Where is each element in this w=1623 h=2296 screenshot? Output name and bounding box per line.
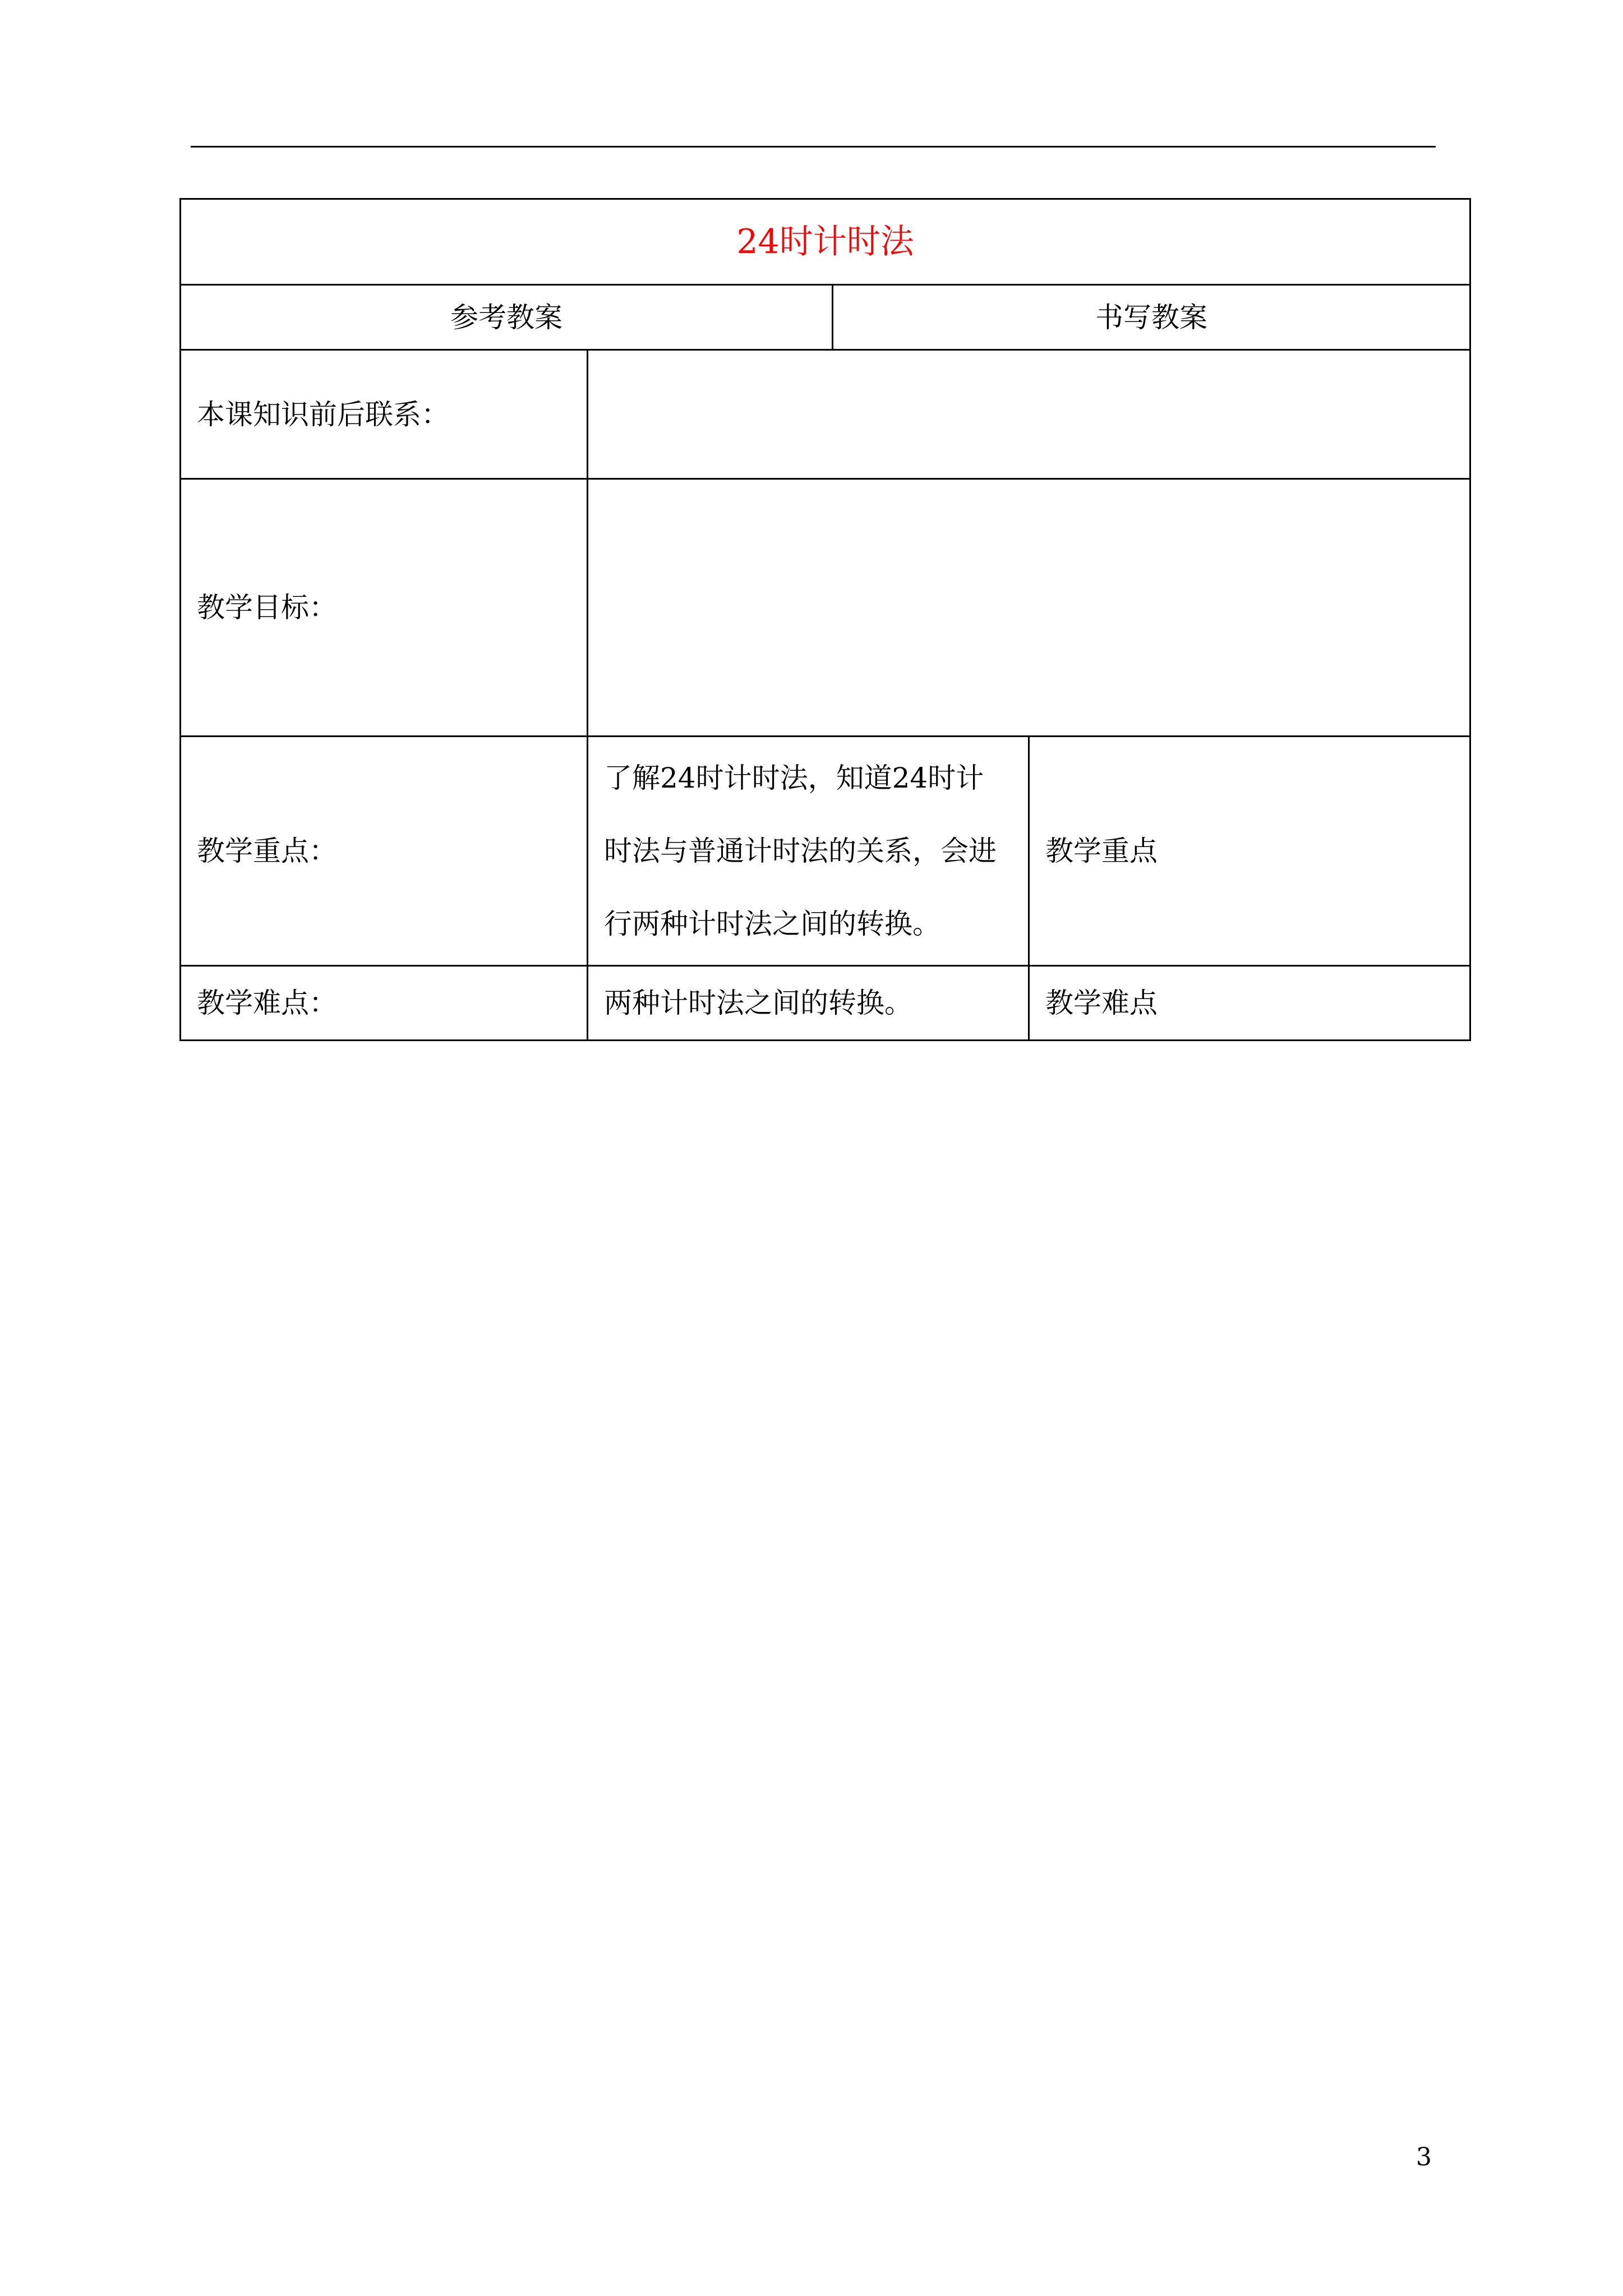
key-point-note: 教学重点 <box>1029 737 1470 966</box>
lesson-title: 24时计时法 <box>181 199 1470 285</box>
difficulty-note: 教学难点 <box>1029 966 1470 1041</box>
header-rule <box>191 146 1436 148</box>
writing-plan-header: 书写教案 <box>833 285 1470 350</box>
knowledge-relation-content <box>588 350 1470 479</box>
difficulty-content: 两种计时法之间的转换。 <box>588 966 1029 1041</box>
key-point-line-3: 行两种计时法之间的转换。 <box>604 908 940 940</box>
page-number: 3 <box>1416 2143 1432 2171</box>
key-point-label: 教学重点： <box>181 737 588 966</box>
difficulty-label: 教学难点： <box>181 966 588 1041</box>
reference-plan-header: 参考教案 <box>181 285 833 350</box>
key-point-line-2: 时法与普通计时法的关系，会进 <box>604 835 997 867</box>
key-point-content <box>588 737 1029 966</box>
lesson-plan-table <box>179 198 1471 1041</box>
knowledge-relation-label: 本课知识前后联系： <box>181 350 588 479</box>
teaching-goals-label: 教学目标： <box>181 479 588 737</box>
teaching-goals-content <box>588 479 1470 737</box>
key-point-line-1: 了解24时计时法，知道24时计 <box>604 762 984 794</box>
